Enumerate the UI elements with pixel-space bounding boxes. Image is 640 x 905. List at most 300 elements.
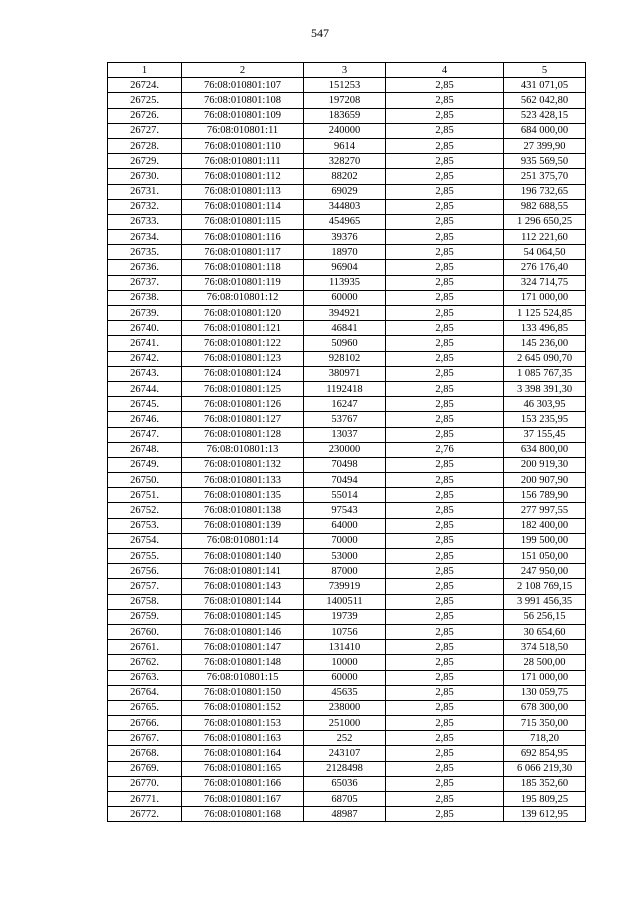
value-cell: 145 236,00 <box>504 336 586 351</box>
area-cell: 97543 <box>304 503 386 518</box>
area-cell: 739919 <box>304 579 386 594</box>
rate-cell: 2,85 <box>386 245 504 260</box>
table-row <box>108 609 586 624</box>
cadastral-number-cell: 76:08:010801:108 <box>182 93 304 108</box>
value-cell: 156 789,90 <box>504 488 586 503</box>
rate-cell: 2,85 <box>386 366 504 381</box>
rate-cell: 2,85 <box>386 624 504 639</box>
row-number-cell: 26746. <box>108 412 182 427</box>
area-cell: 928102 <box>304 351 386 366</box>
row-number-cell: 26758. <box>108 594 182 609</box>
row-number-cell: 26760. <box>108 624 182 639</box>
rate-cell: 2,85 <box>386 154 504 169</box>
value-cell: 199 500,00 <box>504 533 586 548</box>
table-row <box>108 138 586 153</box>
value-cell: 2 645 090,70 <box>504 351 586 366</box>
table-row <box>108 473 586 488</box>
rate-cell: 2,85 <box>386 457 504 472</box>
area-cell: 19739 <box>304 609 386 624</box>
table-row <box>108 503 586 518</box>
column-header-5: 5 <box>504 63 586 78</box>
area-cell: 45635 <box>304 685 386 700</box>
area-cell: 252 <box>304 731 386 746</box>
table-row <box>108 685 586 700</box>
table-row <box>108 716 586 731</box>
cadastral-number-cell: 76:08:010801:165 <box>182 761 304 776</box>
cadastral-number-cell: 76:08:010801:138 <box>182 503 304 518</box>
table-row <box>108 321 586 336</box>
row-number-cell: 26724. <box>108 78 182 93</box>
value-cell: 3 991 456,35 <box>504 594 586 609</box>
area-cell: 13037 <box>304 427 386 442</box>
row-number-cell: 26750. <box>108 473 182 488</box>
value-cell: 196 732,65 <box>504 184 586 199</box>
value-cell: 634 800,00 <box>504 442 586 457</box>
value-cell: 28 500,00 <box>504 655 586 670</box>
value-cell: 1 125 524,85 <box>504 306 586 321</box>
cadastral-number-cell: 76:08:010801:121 <box>182 321 304 336</box>
column-header-3: 3 <box>304 63 386 78</box>
row-number-cell: 26754. <box>108 533 182 548</box>
row-number-cell: 26729. <box>108 154 182 169</box>
rate-cell: 2,85 <box>386 290 504 305</box>
rate-cell: 2,85 <box>386 93 504 108</box>
value-cell: 982 688,55 <box>504 199 586 214</box>
value-cell: 171 000,00 <box>504 290 586 305</box>
row-number-cell: 26751. <box>108 488 182 503</box>
column-header-2: 2 <box>182 63 304 78</box>
row-number-cell: 26730. <box>108 169 182 184</box>
table-row <box>108 792 586 807</box>
row-number-cell: 26738. <box>108 290 182 305</box>
cadastral-number-cell: 76:08:010801:119 <box>182 275 304 290</box>
area-cell: 344803 <box>304 199 386 214</box>
cadastral-number-cell: 76:08:010801:147 <box>182 640 304 655</box>
column-header-1: 1 <box>108 63 182 78</box>
cadastral-number-cell: 76:08:010801:153 <box>182 716 304 731</box>
row-number-cell: 26763. <box>108 670 182 685</box>
table-row <box>108 78 586 93</box>
cadastral-number-cell: 76:08:010801:122 <box>182 336 304 351</box>
cadastral-number-cell: 76:08:010801:126 <box>182 397 304 412</box>
value-cell: 684 000,00 <box>504 123 586 138</box>
cadastral-number-cell: 76:08:010801:13 <box>182 442 304 457</box>
table-row <box>108 564 586 579</box>
rate-cell: 2,85 <box>386 640 504 655</box>
row-number-cell: 26747. <box>108 427 182 442</box>
value-cell: 27 399,90 <box>504 138 586 153</box>
area-cell: 10000 <box>304 655 386 670</box>
row-number-cell: 26727. <box>108 123 182 138</box>
table-row <box>108 655 586 670</box>
rate-cell: 2,85 <box>386 275 504 290</box>
value-cell: 133 496,85 <box>504 321 586 336</box>
table-row <box>108 442 586 457</box>
table-row <box>108 624 586 639</box>
row-number-cell: 26744. <box>108 381 182 396</box>
value-cell: 200 907,90 <box>504 473 586 488</box>
rate-cell: 2,85 <box>386 533 504 548</box>
cadastral-number-cell: 76:08:010801:116 <box>182 230 304 245</box>
row-number-cell: 26726. <box>108 108 182 123</box>
value-cell: 2 108 769,15 <box>504 579 586 594</box>
value-cell: 1 085 767,35 <box>504 366 586 381</box>
table-row <box>108 366 586 381</box>
rate-cell: 2,85 <box>386 381 504 396</box>
row-number-cell: 26755. <box>108 549 182 564</box>
row-number-cell: 26765. <box>108 700 182 715</box>
value-cell: 562 042,80 <box>504 93 586 108</box>
rate-cell: 2,85 <box>386 761 504 776</box>
row-number-cell: 26745. <box>108 397 182 412</box>
rate-cell: 2,85 <box>386 503 504 518</box>
table-body <box>108 78 586 822</box>
table-row <box>108 700 586 715</box>
table-row <box>108 746 586 761</box>
cadastral-number-cell: 76:08:010801:148 <box>182 655 304 670</box>
rate-cell: 2,85 <box>386 230 504 245</box>
cadastral-number-cell: 76:08:010801:168 <box>182 807 304 822</box>
area-cell: 60000 <box>304 290 386 305</box>
area-cell: 50960 <box>304 336 386 351</box>
table-row <box>108 412 586 427</box>
area-cell: 454965 <box>304 214 386 229</box>
cadastral-number-cell: 76:08:010801:11 <box>182 123 304 138</box>
table-row <box>108 351 586 366</box>
cadastral-number-cell: 76:08:010801:120 <box>182 306 304 321</box>
rate-cell: 2,85 <box>386 108 504 123</box>
area-cell: 70498 <box>304 457 386 472</box>
rate-cell: 2,85 <box>386 473 504 488</box>
table-row <box>108 807 586 822</box>
value-cell: 112 221,60 <box>504 230 586 245</box>
rate-cell: 2,85 <box>386 336 504 351</box>
cadastral-number-cell: 76:08:010801:15 <box>182 670 304 685</box>
area-cell: 16247 <box>304 397 386 412</box>
area-cell: 64000 <box>304 518 386 533</box>
rate-cell: 2,85 <box>386 700 504 715</box>
cadastral-number-cell: 76:08:010801:135 <box>182 488 304 503</box>
value-cell: 54 064,50 <box>504 245 586 260</box>
cadastral-number-cell: 76:08:010801:115 <box>182 214 304 229</box>
area-cell: 1400511 <box>304 594 386 609</box>
cadastral-number-cell: 76:08:010801:166 <box>182 776 304 791</box>
rate-cell: 2,85 <box>386 731 504 746</box>
value-cell: 37 155,45 <box>504 427 586 442</box>
rate-cell: 2,85 <box>386 670 504 685</box>
row-number-cell: 26725. <box>108 93 182 108</box>
area-cell: 9614 <box>304 138 386 153</box>
row-number-cell: 26771. <box>108 792 182 807</box>
table-row <box>108 427 586 442</box>
cadastral-number-cell: 76:08:010801:164 <box>182 746 304 761</box>
data-table <box>107 62 586 822</box>
cadastral-number-cell: 76:08:010801:14 <box>182 533 304 548</box>
row-number-cell: 26742. <box>108 351 182 366</box>
row-number-cell: 26753. <box>108 518 182 533</box>
table-row <box>108 640 586 655</box>
table-row <box>108 184 586 199</box>
cadastral-number-cell: 76:08:010801:143 <box>182 579 304 594</box>
cadastral-number-cell: 76:08:010801:128 <box>182 427 304 442</box>
area-cell: 240000 <box>304 123 386 138</box>
value-cell: 431 071,05 <box>504 78 586 93</box>
area-cell: 96904 <box>304 260 386 275</box>
page-number: 547 <box>311 26 329 40</box>
rate-cell: 2,85 <box>386 184 504 199</box>
area-cell: 70494 <box>304 473 386 488</box>
cadastral-number-cell: 76:08:010801:141 <box>182 564 304 579</box>
row-number-cell: 26732. <box>108 199 182 214</box>
rate-cell: 2,85 <box>386 564 504 579</box>
cadastral-number-cell: 76:08:010801:127 <box>182 412 304 427</box>
table-row <box>108 306 586 321</box>
rate-cell: 2,85 <box>386 123 504 138</box>
cadastral-number-cell: 76:08:010801:110 <box>182 138 304 153</box>
area-cell: 238000 <box>304 700 386 715</box>
area-cell: 18970 <box>304 245 386 260</box>
row-number-cell: 26733. <box>108 214 182 229</box>
rate-cell: 2,85 <box>386 169 504 184</box>
value-cell: 182 400,00 <box>504 518 586 533</box>
cadastral-number-cell: 76:08:010801:146 <box>182 624 304 639</box>
area-cell: 53000 <box>304 549 386 564</box>
area-cell: 60000 <box>304 670 386 685</box>
value-cell: 251 375,70 <box>504 169 586 184</box>
area-cell: 2128498 <box>304 761 386 776</box>
rate-cell: 2,85 <box>386 138 504 153</box>
table-row <box>108 245 586 260</box>
area-cell: 151253 <box>304 78 386 93</box>
area-cell: 68705 <box>304 792 386 807</box>
row-number-cell: 26741. <box>108 336 182 351</box>
row-number-cell: 26731. <box>108 184 182 199</box>
row-number-cell: 26764. <box>108 685 182 700</box>
row-number-cell: 26759. <box>108 609 182 624</box>
rate-cell: 2,85 <box>386 351 504 366</box>
area-cell: 88202 <box>304 169 386 184</box>
rate-cell: 2,85 <box>386 78 504 93</box>
area-cell: 394921 <box>304 306 386 321</box>
rate-cell: 2,85 <box>386 746 504 761</box>
row-number-cell: 26728. <box>108 138 182 153</box>
table-row <box>108 123 586 138</box>
cadastral-number-cell: 76:08:010801:133 <box>182 473 304 488</box>
table-row <box>108 457 586 472</box>
cadastral-number-cell: 76:08:010801:113 <box>182 184 304 199</box>
cadastral-number-cell: 76:08:010801:150 <box>182 685 304 700</box>
table-row <box>108 397 586 412</box>
row-number-cell: 26752. <box>108 503 182 518</box>
value-cell: 130 059,75 <box>504 685 586 700</box>
value-cell: 153 235,95 <box>504 412 586 427</box>
cadastral-number-cell: 76:08:010801:117 <box>182 245 304 260</box>
rate-cell: 2,85 <box>386 685 504 700</box>
rate-cell: 2,85 <box>386 807 504 822</box>
cadastral-number-cell: 76:08:010801:109 <box>182 108 304 123</box>
rate-cell: 2,85 <box>386 655 504 670</box>
table-row <box>108 275 586 290</box>
value-cell: 46 303,95 <box>504 397 586 412</box>
rate-cell: 2,85 <box>386 397 504 412</box>
area-cell: 251000 <box>304 716 386 731</box>
value-cell: 523 428,15 <box>504 108 586 123</box>
value-cell: 56 256,15 <box>504 609 586 624</box>
row-number-cell: 26757. <box>108 579 182 594</box>
cadastral-number-cell: 76:08:010801:145 <box>182 609 304 624</box>
value-cell: 276 176,40 <box>504 260 586 275</box>
area-cell: 183659 <box>304 108 386 123</box>
cadastral-number-cell: 76:08:010801:132 <box>182 457 304 472</box>
row-number-cell: 26767. <box>108 731 182 746</box>
table-row <box>108 533 586 548</box>
area-cell: 65036 <box>304 776 386 791</box>
area-cell: 197208 <box>304 93 386 108</box>
table-row <box>108 579 586 594</box>
row-number-cell: 26736. <box>108 260 182 275</box>
row-number-cell: 26762. <box>108 655 182 670</box>
area-cell: 46841 <box>304 321 386 336</box>
area-cell: 113935 <box>304 275 386 290</box>
rate-cell: 2,85 <box>386 518 504 533</box>
value-cell: 247 950,00 <box>504 564 586 579</box>
cadastral-number-cell: 76:08:010801:114 <box>182 199 304 214</box>
area-cell: 10756 <box>304 624 386 639</box>
area-cell: 87000 <box>304 564 386 579</box>
header-row <box>108 63 586 78</box>
rate-cell: 2,85 <box>386 716 504 731</box>
cadastral-number-cell: 76:08:010801:111 <box>182 154 304 169</box>
table-row <box>108 290 586 305</box>
table-row <box>108 199 586 214</box>
row-number-cell: 26740. <box>108 321 182 336</box>
row-number-cell: 26749. <box>108 457 182 472</box>
area-cell: 131410 <box>304 640 386 655</box>
area-cell: 328270 <box>304 154 386 169</box>
rate-cell: 2,85 <box>386 306 504 321</box>
row-number-cell: 26769. <box>108 761 182 776</box>
value-cell: 678 300,00 <box>504 700 586 715</box>
table-row <box>108 549 586 564</box>
cadastral-number-cell: 76:08:010801:139 <box>182 518 304 533</box>
table-row <box>108 488 586 503</box>
value-cell: 374 518,50 <box>504 640 586 655</box>
value-cell: 185 352,60 <box>504 776 586 791</box>
cadastral-number-cell: 76:08:010801:163 <box>182 731 304 746</box>
rate-cell: 2,85 <box>386 609 504 624</box>
table-row <box>108 336 586 351</box>
value-cell: 718,20 <box>504 731 586 746</box>
value-cell: 171 000,00 <box>504 670 586 685</box>
row-number-cell: 26743. <box>108 366 182 381</box>
table-row <box>108 381 586 396</box>
table-row <box>108 93 586 108</box>
area-cell: 39376 <box>304 230 386 245</box>
cadastral-number-cell: 76:08:010801:144 <box>182 594 304 609</box>
value-cell: 195 809,25 <box>504 792 586 807</box>
rate-cell: 2,76 <box>386 442 504 457</box>
row-number-cell: 26737. <box>108 275 182 290</box>
area-cell: 69029 <box>304 184 386 199</box>
value-cell: 935 569,50 <box>504 154 586 169</box>
rate-cell: 2,85 <box>386 549 504 564</box>
table-row <box>108 776 586 791</box>
column-header-4: 4 <box>386 63 504 78</box>
cadastral-number-cell: 76:08:010801:167 <box>182 792 304 807</box>
table-row <box>108 214 586 229</box>
area-cell: 55014 <box>304 488 386 503</box>
value-cell: 139 612,95 <box>504 807 586 822</box>
value-cell: 200 919,30 <box>504 457 586 472</box>
value-cell: 692 854,95 <box>504 746 586 761</box>
table-row <box>108 108 586 123</box>
cadastral-number-cell: 76:08:010801:118 <box>182 260 304 275</box>
row-number-cell: 26748. <box>108 442 182 457</box>
table-row <box>108 731 586 746</box>
value-cell: 6 066 219,30 <box>504 761 586 776</box>
rate-cell: 2,85 <box>386 412 504 427</box>
value-cell: 30 654,60 <box>504 624 586 639</box>
rate-cell: 2,85 <box>386 199 504 214</box>
area-cell: 380971 <box>304 366 386 381</box>
value-cell: 1 296 650,25 <box>504 214 586 229</box>
row-number-cell: 26772. <box>108 807 182 822</box>
area-cell: 48987 <box>304 807 386 822</box>
area-cell: 1192418 <box>304 381 386 396</box>
cadastral-number-cell: 76:08:010801:112 <box>182 169 304 184</box>
rate-cell: 2,85 <box>386 260 504 275</box>
rate-cell: 2,85 <box>386 214 504 229</box>
row-number-cell: 26735. <box>108 245 182 260</box>
row-number-cell: 26768. <box>108 746 182 761</box>
row-number-cell: 26756. <box>108 564 182 579</box>
value-cell: 3 398 391,30 <box>504 381 586 396</box>
value-cell: 715 350,00 <box>504 716 586 731</box>
value-cell: 151 050,00 <box>504 549 586 564</box>
rate-cell: 2,85 <box>386 792 504 807</box>
cadastral-number-cell: 76:08:010801:107 <box>182 78 304 93</box>
rate-cell: 2,85 <box>386 776 504 791</box>
rate-cell: 2,85 <box>386 427 504 442</box>
cadastral-number-cell: 76:08:010801:12 <box>182 290 304 305</box>
table-row <box>108 154 586 169</box>
value-cell: 277 997,55 <box>504 503 586 518</box>
cadastral-number-cell: 76:08:010801:152 <box>182 700 304 715</box>
area-cell: 243107 <box>304 746 386 761</box>
rate-cell: 2,85 <box>386 579 504 594</box>
table-row <box>108 518 586 533</box>
area-cell: 230000 <box>304 442 386 457</box>
table-row <box>108 761 586 776</box>
area-cell: 53767 <box>304 412 386 427</box>
table-row <box>108 670 586 685</box>
rate-cell: 2,85 <box>386 594 504 609</box>
cadastral-number-cell: 76:08:010801:125 <box>182 381 304 396</box>
row-number-cell: 26766. <box>108 716 182 731</box>
row-number-cell: 26739. <box>108 306 182 321</box>
cadastral-number-cell: 76:08:010801:140 <box>182 549 304 564</box>
table-row <box>108 594 586 609</box>
rate-cell: 2,85 <box>386 488 504 503</box>
row-number-cell: 26770. <box>108 776 182 791</box>
row-number-cell: 26761. <box>108 640 182 655</box>
rate-cell: 2,85 <box>386 321 504 336</box>
table-row <box>108 260 586 275</box>
cadastral-number-cell: 76:08:010801:123 <box>182 351 304 366</box>
row-number-cell: 26734. <box>108 230 182 245</box>
table-row <box>108 230 586 245</box>
value-cell: 324 714,75 <box>504 275 586 290</box>
